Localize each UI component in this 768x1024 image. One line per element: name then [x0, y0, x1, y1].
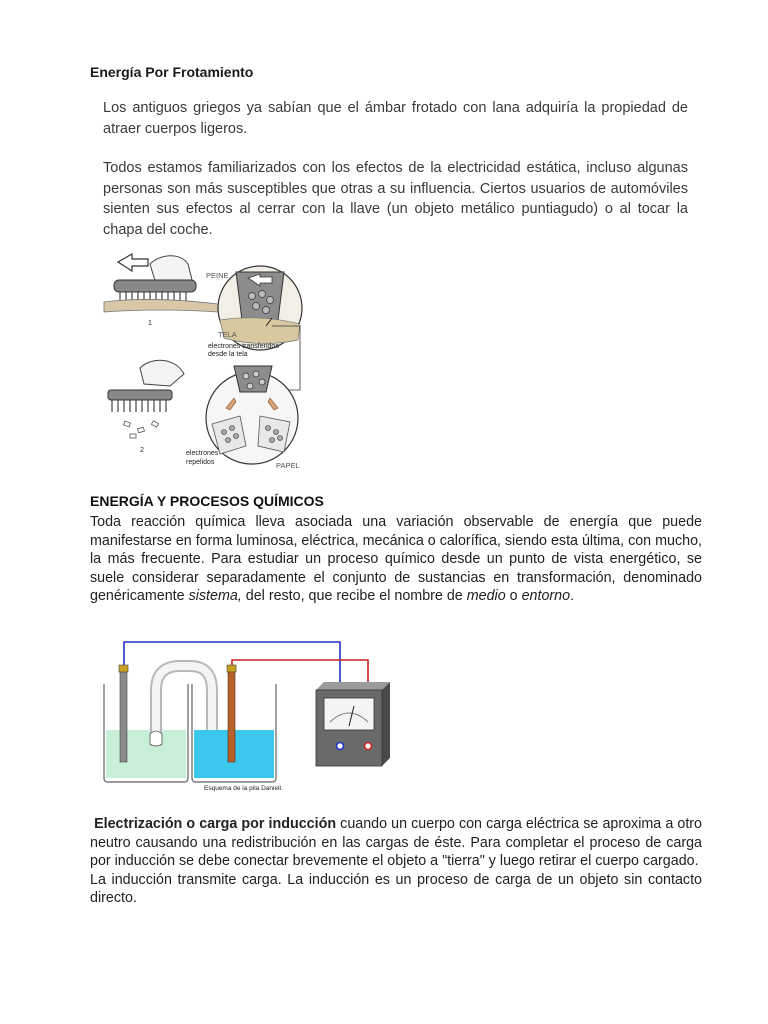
- figure-caption-pila-daniell: Esquema de la pila Daniell.: [204, 785, 283, 792]
- figure-number-1: 1: [148, 320, 152, 327]
- label-electrones-repelidos-2: repelidos: [186, 459, 215, 466]
- emphasis-medio: medio: [466, 588, 506, 604]
- paragraph-induccion-text2: La inducción transmite carga. La inducción es un proceso de carga de un objeto sin contacto directo.: [90, 871, 702, 906]
- paragraph-text-end: .: [570, 588, 575, 604]
- beaker-right: [192, 665, 276, 782]
- paragraph-reaccion-quimica: [90, 513, 702, 606]
- hand-comb-papers-illustration: [108, 360, 184, 438]
- emphasis-entorno: entorno: [521, 588, 571, 604]
- emphasis-sistema: sistema,: [188, 588, 242, 604]
- beaker-left: [104, 665, 188, 782]
- paragraph-induccion-text1: cuando un cuerpo con carga eléctrica se aproxima a otro neutro causando una redistribución en las cargas de éste. Para completar el proceso de carga por inducción se debe conectar brevemente el objeto a "tierra" y luego retirar el cuerpo cargado.: [90, 816, 703, 869]
- voltmeter: [316, 682, 390, 766]
- paragraph-electricidad-estatica: Todos estamos familiarizados con los efectos de la electricidad estática, incluso algunas personas son más susceptibles que otras a su influencia. Ciertos usuarios de automóviles sienten sus efectos al cerrar con la llave (un objeto metálico puntiagudo) o al tocar la chapa del coche.: [103, 160, 688, 238]
- paragraph-text-start: Toda reacción química lleva asociada una variación observable de energía que puede manifestarse en forma luminosa, eléctrica, mecánica o calorífica, siendo esta última, con mucho, la más frecuente. Para estudiar un proceso químico desde un punto de vista energético, se suele considerar separadamente el conjunto de sustancias en transformación, denominado genéricamente: [90, 514, 702, 604]
- label-electrones-transferidos-2: desde la tela: [208, 351, 248, 358]
- figure-pila-daniell: [100, 638, 400, 804]
- label-electrones-transferidos-1: electrones transferidos: [208, 343, 279, 350]
- figure-number-2: 2: [140, 447, 144, 454]
- section-title-frotamiento: Energía Por Frotamiento: [90, 64, 254, 80]
- bold-lead-induccion: Electrización o carga por inducción: [94, 816, 337, 832]
- paragraph-induccion: [90, 815, 702, 908]
- section-title-procesos-quimicos: ENERGÍA Y PROCESOS QUÍMICOS: [90, 493, 324, 509]
- label-tela: TELA: [218, 330, 237, 339]
- paragraph-griegos: Los antiguos griegos ya sabían que el ámbar frotado con lana adquiría la propiedad de atraer cuerpos ligeros.: [103, 100, 688, 137]
- paragraph-text-mid: del resto, que recibe el nombre de: [241, 588, 467, 604]
- zoom-circle-bottom: [206, 366, 298, 464]
- figure-frotamiento: [100, 250, 315, 476]
- label-electrones-repelidos-1: electrones: [186, 450, 219, 457]
- paragraph-text-or: o: [505, 588, 522, 604]
- label-peine: PEINE: [206, 271, 229, 280]
- label-papel: PAPEL: [276, 461, 300, 470]
- hand-comb-illustration: [104, 254, 218, 312]
